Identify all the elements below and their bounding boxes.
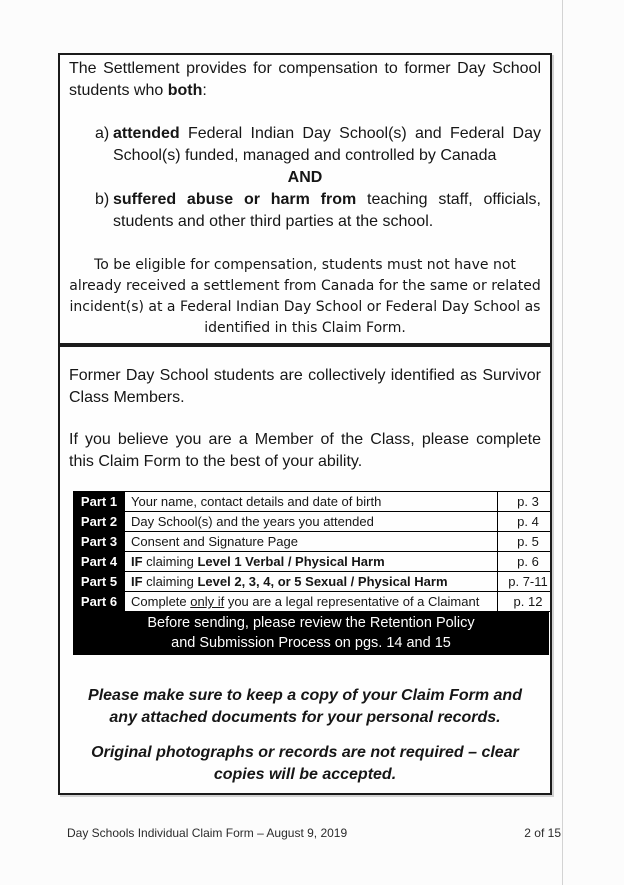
part-page-cell: p. 5 bbox=[498, 532, 553, 552]
part-page-cell: p. 12 bbox=[498, 592, 553, 612]
table-row bbox=[74, 512, 553, 532]
table-row bbox=[74, 492, 553, 512]
part-desc-cell: IF claiming Level 2, 3, 4, or 5 Sexual / Physical Harm bbox=[125, 572, 498, 592]
page-footer bbox=[67, 826, 561, 840]
part-page-cell: p. 7-11 bbox=[498, 572, 553, 592]
class-member-box bbox=[58, 345, 552, 795]
footer-document-title: Day Schools Individual Claim Form – August 9, 2019 bbox=[67, 826, 348, 840]
part-page-cell: p. 4 bbox=[498, 512, 553, 532]
part-label-cell: Part 1 bbox=[74, 492, 125, 512]
criteria-item-a bbox=[69, 123, 541, 167]
item-b-text: suffered abuse or harm from teaching staff, officials, students and other third parties at the school. bbox=[113, 191, 542, 230]
banner-line-2: and Submission Process on pgs. 14 and 15 bbox=[171, 635, 451, 651]
table-row bbox=[74, 592, 553, 612]
scan-page-edge bbox=[562, 0, 563, 885]
part-desc-cell: Day School(s) and the years you attended bbox=[125, 512, 498, 532]
criteria-item-b bbox=[69, 189, 541, 233]
banner-line-1: Before sending, please review the Retention Policy bbox=[147, 615, 475, 631]
keep-copy-note: Please make sure to keep a copy of your Claim Form and any attached documents for your personal records. bbox=[88, 687, 522, 726]
part-page-cell: p. 6 bbox=[498, 552, 553, 572]
part-label-cell: Part 2 bbox=[74, 512, 125, 532]
settlement-compensation-box bbox=[58, 53, 552, 345]
part-desc-cell: Your name, contact details and date of birth bbox=[125, 492, 498, 512]
parts-table bbox=[73, 491, 552, 612]
table-row bbox=[74, 532, 553, 552]
table-row bbox=[74, 552, 553, 572]
part-desc-cell: Complete only if you are a legal representative of a Claimant bbox=[125, 592, 498, 612]
and-connector: AND bbox=[287, 169, 323, 186]
part-desc-cell: Consent and Signature Page bbox=[125, 532, 498, 552]
member-instruction-paragraph: If you believe you are a Member of the Class, please complete this Claim Form to the best of your ability. bbox=[69, 431, 541, 470]
page-number: 2 of 15 bbox=[524, 826, 561, 840]
item-a-marker: a) bbox=[95, 125, 110, 142]
part-page-cell: p. 3 bbox=[498, 492, 553, 512]
eligibility-note: To be eligible for compensation, students must not have not already received a settlement from Canada for the same or related incident(s) at a Federal Indian Day School or Federal Day School as identified in this Claim Form. bbox=[69, 257, 541, 336]
item-a-text: attended Federal Indian Day School(s) and Federal Day School(s) funded, managed and controlled by Canada bbox=[113, 125, 541, 164]
retention-policy-banner bbox=[73, 612, 549, 655]
part-label-cell: Part 4 bbox=[74, 552, 125, 572]
part-label-cell: Part 3 bbox=[74, 532, 125, 552]
part-label-cell: Part 5 bbox=[74, 572, 125, 592]
part-desc-cell: IF claiming Level 1 Verbal / Physical Harm bbox=[125, 552, 498, 572]
table-row bbox=[74, 572, 553, 592]
item-b-marker: b) bbox=[95, 191, 110, 208]
settlement-intro-text: The Settlement provides for compensation to former Day School students who both: bbox=[69, 60, 541, 99]
part-label-cell: Part 6 bbox=[74, 592, 125, 612]
eligibility-criteria-list bbox=[69, 123, 541, 233]
survivor-class-paragraph: Former Day School students are collectively identified as Survivor Class Members. bbox=[69, 367, 541, 406]
originals-note: Original photographs or records are not required – clear copies will be accepted. bbox=[91, 744, 519, 783]
